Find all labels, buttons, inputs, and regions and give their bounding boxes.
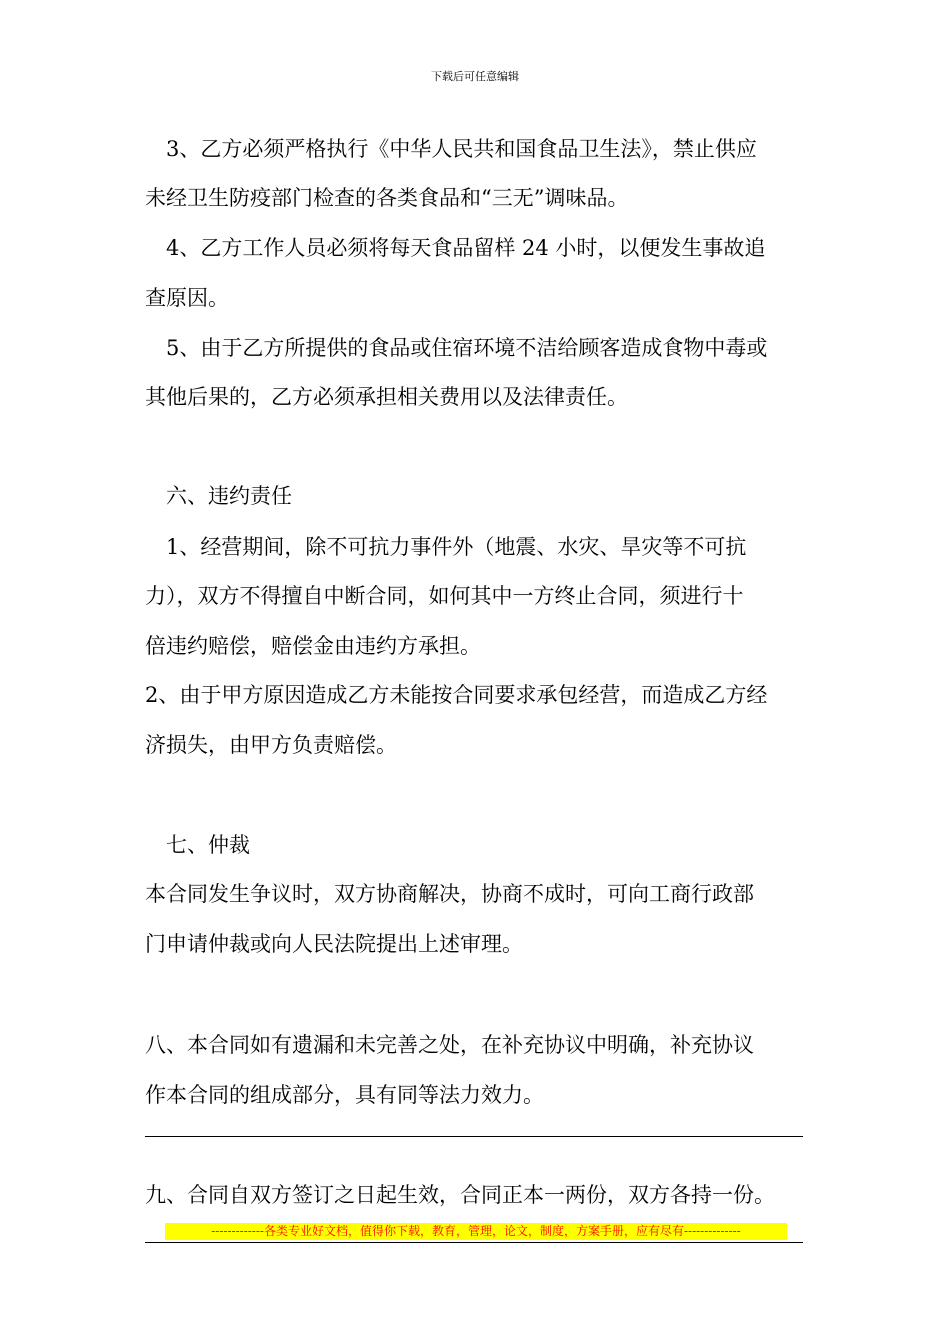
section-eight-line-1: 八、本合同如有遗漏和未完善之处，在补充协议中明确，补充协议 bbox=[145, 1033, 754, 1057]
clause-5-line-1: 5、由于乙方所提供的食品或住宿环境不洁给顾客造成食物中毒或 bbox=[166, 336, 768, 360]
header-note: 下载后可任意编辑 bbox=[431, 70, 519, 83]
clause-3-line-2: 未经卫生防疫部门检查的各类食品和“三无”调味品。 bbox=[145, 186, 629, 210]
section-seven-line-2: 门申请仲裁或向人民法院提出上述审理。 bbox=[145, 932, 523, 956]
section-six-clause-1-line-1: 1、经营期间，除不可抗力事件外（地震、水灾、旱灾等不可抗 bbox=[166, 535, 747, 559]
clause-4-line-2: 查原因。 bbox=[145, 286, 229, 310]
section-six-clause-2-line-1: 2、由于甲方原因造成乙方未能按合同要求承包经营，而造成乙方经 bbox=[145, 683, 768, 707]
section-six-clause-1-line-3: 倍违约赔偿，赔偿金由违约方承担。 bbox=[145, 634, 481, 658]
section-six-clause-1-line-2: 力），双方不得擅自中断合同，如何其中一方终止合同，须进行十 bbox=[145, 584, 744, 608]
divider-rule bbox=[145, 1136, 803, 1137]
section-seven-heading: 七、仲裁 bbox=[166, 833, 250, 857]
clause-3-line-1: 3、乙方必须严格执行《中华人民共和国食品卫生法》，禁止供应 bbox=[166, 137, 757, 161]
section-six-clause-2-line-2: 济损失，由甲方负责赔偿。 bbox=[145, 733, 397, 757]
section-nine-line: 九、合同自双方签订之日起生效，合同正本一两份，双方各持一份。 bbox=[145, 1183, 775, 1207]
clause-4-line-1: 4、乙方工作人员必须将每天食品留样 24 小时，以便发生事故追 bbox=[166, 236, 766, 260]
clause-5-line-2: 其他后果的，乙方必须承担相关费用以及法律责任。 bbox=[145, 385, 628, 409]
section-seven-line-1: 本合同发生争议时，双方协商解决，协商不成时，可向工商行政部 bbox=[145, 882, 754, 906]
footer-banner: -------------各类专业好文档，值得你下载，教育，管理，论文，制度，方案手册，应有尽有-------------- bbox=[165, 1223, 787, 1240]
footer-rule bbox=[145, 1242, 803, 1243]
section-eight-line-2: 作本合同的组成部分，具有同等法力效力。 bbox=[145, 1083, 544, 1107]
section-six-heading: 六、违约责任 bbox=[166, 484, 292, 508]
